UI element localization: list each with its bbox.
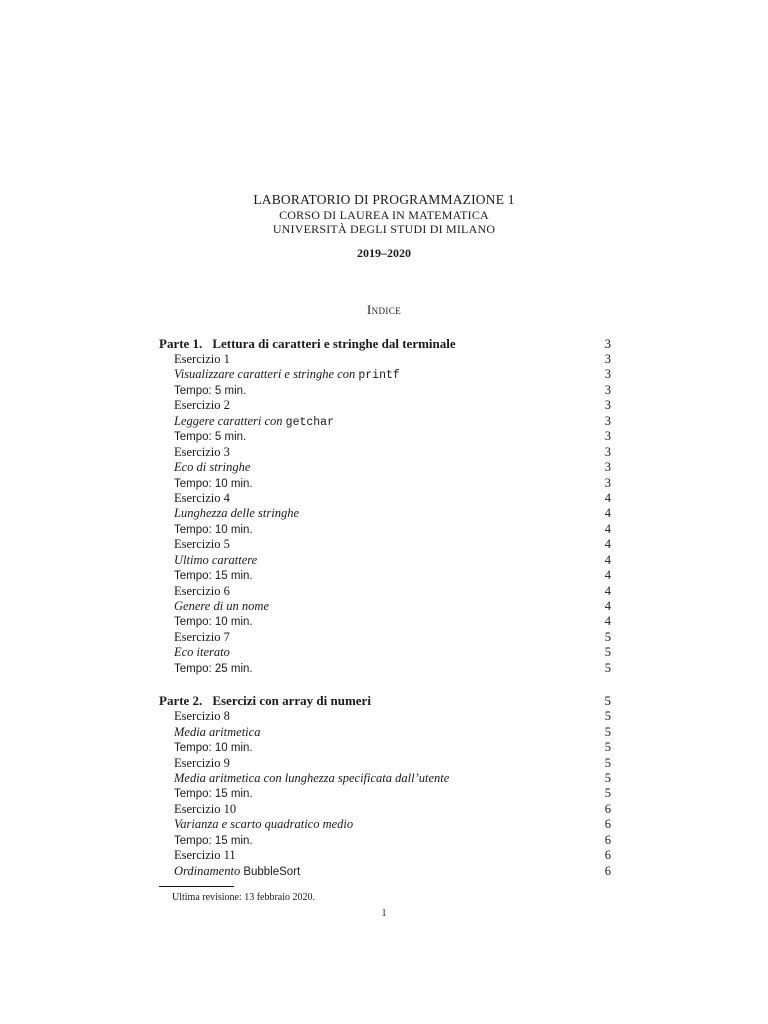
toc-exercise-entry[interactable] bbox=[159, 584, 611, 599]
toc-entry-text: Esercizio 4 bbox=[174, 490, 230, 505]
toc-entry-code: BubbleSort bbox=[243, 865, 301, 878]
toc-entry-text: Varianza e scarto quadratico medio bbox=[174, 817, 354, 832]
toc-entry-label bbox=[174, 630, 230, 645]
toc-time-entry[interactable] bbox=[159, 476, 611, 491]
toc-entry-text: Tempo: 15 min. bbox=[174, 570, 253, 583]
toc-page-number: 5 bbox=[604, 724, 611, 739]
toc-page-number: 5 bbox=[604, 755, 611, 770]
toc-entry-text: Eco di stringhe bbox=[174, 460, 251, 475]
toc-time-entry[interactable] bbox=[159, 522, 611, 537]
toc-entry-code: getchar bbox=[285, 415, 334, 429]
toc-entry-label bbox=[174, 553, 257, 568]
toc-part-number: Parte 1. bbox=[159, 336, 203, 351]
toc-exercise-title-entry[interactable] bbox=[159, 599, 611, 614]
toc-exercise-title-entry[interactable] bbox=[159, 460, 611, 475]
toc-entry-label bbox=[174, 645, 230, 660]
toc-page-number: 3 bbox=[604, 475, 611, 490]
toc-page-number: 4 bbox=[604, 583, 611, 598]
toc-exercise-title-entry[interactable] bbox=[159, 414, 611, 429]
toc-page-number: 5 bbox=[604, 709, 611, 724]
toc-exercise-title-entry[interactable] bbox=[159, 553, 611, 568]
toc-entry-label bbox=[174, 431, 246, 443]
toc-entry-code: printf bbox=[358, 369, 400, 383]
toc-entry-label bbox=[174, 445, 230, 460]
toc-entry-text: Tempo: 5 min. bbox=[174, 384, 247, 397]
toc-entry-text: Tempo: 15 min. bbox=[174, 788, 253, 801]
toc-page-number: 5 bbox=[604, 629, 611, 644]
toc-entry-label bbox=[174, 599, 269, 614]
toc-entry-text: Esercizio 6 bbox=[174, 583, 230, 598]
toc-page-number: 3 bbox=[604, 367, 611, 382]
toc-entry-text: Genere di un nome bbox=[174, 599, 269, 613]
toc-page-number: 4 bbox=[604, 599, 611, 613]
toc-entry-text: Tempo: 25 min. bbox=[174, 662, 253, 675]
toc-entry-text: Esercizio 10 bbox=[174, 801, 237, 816]
toc-page-number: 3 bbox=[604, 413, 611, 428]
toc-entry-label bbox=[174, 771, 449, 786]
toc-page-number: 3 bbox=[604, 336, 611, 351]
toc-part-title: Esercizi con array di numeri bbox=[212, 693, 371, 709]
toc-entry-label bbox=[174, 414, 334, 429]
toc-entry-text: Media aritmetica con lunghezza specificata dall’utente bbox=[174, 770, 450, 785]
toc-part-title: Lettura di caratteri e stringhe dal terminale bbox=[212, 336, 456, 351]
toc-page-number: 4 bbox=[604, 552, 611, 567]
toc-entry-label bbox=[174, 864, 300, 879]
toc-entry-label bbox=[174, 478, 253, 490]
toc-time-entry[interactable] bbox=[159, 740, 611, 755]
toc-time-entry[interactable] bbox=[159, 568, 611, 583]
toc-exercise-entry[interactable] bbox=[159, 537, 611, 552]
toc-entry-label bbox=[174, 817, 353, 832]
toc-entry-label bbox=[174, 491, 230, 506]
toc-entry-text: Esercizio 9 bbox=[174, 755, 230, 770]
toc-entry-label bbox=[174, 506, 299, 521]
toc-page-number: 3 bbox=[604, 352, 611, 366]
toc-page-number: 3 bbox=[604, 444, 611, 459]
toc-part-number: Parte 2. bbox=[159, 693, 203, 709]
toc-page-number: 5 bbox=[604, 740, 611, 755]
page-number: 1 bbox=[381, 908, 387, 919]
toc-time-entry[interactable] bbox=[159, 614, 611, 629]
toc-entry-label bbox=[174, 398, 230, 413]
toc-page-number: 3 bbox=[604, 460, 611, 475]
toc-page-number: 4 bbox=[604, 521, 611, 536]
toc-page-number: 3 bbox=[604, 429, 611, 444]
toc-page-number: 5 bbox=[604, 645, 611, 660]
toc-entry-text: Tempo: 10 min. bbox=[174, 742, 253, 755]
toc-entry-text: Leggere caratteri con bbox=[174, 413, 283, 428]
toc-entry-text: Visualizzare caratteri e stringhe con bbox=[174, 367, 356, 382]
toc-entry-label bbox=[174, 352, 230, 367]
table-of-contents bbox=[159, 336, 611, 879]
toc-time-entry[interactable] bbox=[159, 661, 611, 676]
toc-entry-text: Tempo: 15 min. bbox=[174, 834, 253, 847]
toc-page-number: 5 bbox=[604, 693, 611, 709]
toc-entry-label bbox=[174, 584, 230, 599]
toc-entry-text: Esercizio 7 bbox=[174, 629, 230, 644]
toc-page-number: 6 bbox=[604, 817, 611, 832]
toc-entry-label bbox=[174, 802, 236, 817]
toc-entry-label bbox=[174, 756, 230, 771]
academic-year: 2019–2020 bbox=[357, 246, 411, 260]
document-title: LABORATORIO DI PROGRAMMAZIONE 1 bbox=[253, 192, 515, 207]
toc-page-number: 5 bbox=[604, 660, 611, 675]
toc-entry-text: Media aritmetica bbox=[174, 724, 261, 739]
toc-page-number: 4 bbox=[604, 490, 611, 505]
university-name: UNIVERSITÀ DEGLI STUDI DI MILANO bbox=[272, 222, 496, 236]
toc-entry-label bbox=[174, 709, 230, 724]
toc-entry-label bbox=[174, 616, 253, 628]
toc-entry-label bbox=[174, 835, 253, 847]
toc-entry-label bbox=[174, 385, 246, 397]
toc-page-number: 6 bbox=[604, 832, 611, 847]
toc-time-entry[interactable] bbox=[159, 383, 611, 398]
toc-part-heading bbox=[159, 693, 371, 709]
toc-page-number: 5 bbox=[604, 770, 611, 785]
toc-entry-label bbox=[174, 788, 253, 800]
toc-exercise-title-entry[interactable] bbox=[159, 725, 611, 740]
part-spacer bbox=[159, 676, 611, 693]
toc-entry-text: Esercizio 5 bbox=[174, 537, 230, 552]
toc-part-heading bbox=[159, 336, 456, 352]
toc-part-entry[interactable] bbox=[159, 336, 611, 352]
toc-entry-label bbox=[174, 524, 253, 536]
toc-entry-label bbox=[174, 742, 253, 754]
toc-page-number: 3 bbox=[604, 382, 611, 397]
toc-entry-label bbox=[174, 848, 236, 863]
toc-exercise-title-entry[interactable] bbox=[159, 771, 611, 786]
toc-entry-text: Lunghezza delle stringhe bbox=[174, 506, 299, 521]
toc-exercise-entry[interactable] bbox=[159, 756, 611, 771]
toc-entry-text: Ordinamento bbox=[174, 863, 241, 878]
toc-page-number: 4 bbox=[604, 614, 611, 629]
toc-exercise-entry[interactable] bbox=[159, 630, 611, 645]
toc-exercise-entry[interactable] bbox=[159, 398, 611, 413]
toc-time-entry[interactable] bbox=[159, 833, 611, 848]
toc-exercise-title-entry[interactable] bbox=[159, 817, 611, 832]
toc-page-number: 4 bbox=[604, 568, 611, 583]
toc-page-number: 4 bbox=[604, 506, 611, 521]
toc-page-number: 3 bbox=[604, 398, 611, 413]
toc-part-entry[interactable] bbox=[159, 693, 611, 709]
toc-entry-text: Esercizio 3 bbox=[174, 444, 230, 459]
toc-time-entry[interactable] bbox=[159, 429, 611, 444]
toc-entry-label bbox=[174, 460, 250, 475]
toc-exercise-entry[interactable] bbox=[159, 802, 611, 817]
toc-entry-text: Esercizio 1 bbox=[174, 352, 230, 366]
toc-entry-label bbox=[174, 725, 260, 740]
document-header bbox=[0, 192, 768, 260]
toc-page-number: 4 bbox=[604, 537, 611, 552]
toc-page-number: 6 bbox=[604, 863, 611, 878]
toc-exercise-title-entry[interactable] bbox=[159, 506, 611, 521]
toc-entry-text: Ultimo carattere bbox=[174, 552, 258, 567]
toc-exercise-entry[interactable] bbox=[159, 352, 611, 367]
course-name: CORSO DI LAUREA IN MATEMATICA bbox=[279, 208, 489, 222]
toc-entry-text: Esercizio 2 bbox=[174, 398, 230, 413]
toc-heading: Indice bbox=[366, 302, 402, 317]
footnote-rule bbox=[159, 886, 234, 887]
toc-exercise-entry[interactable] bbox=[159, 445, 611, 460]
toc-entry-label bbox=[174, 367, 400, 382]
toc-entry-text: Tempo: 10 min. bbox=[174, 477, 253, 490]
toc-entry-label bbox=[174, 537, 230, 552]
toc-exercise-entry[interactable] bbox=[159, 709, 611, 724]
toc-exercise-entry[interactable] bbox=[159, 848, 611, 863]
toc-entry-label bbox=[174, 570, 253, 582]
toc-entry-text: Esercizio 11 bbox=[174, 848, 236, 863]
toc-page-number: 6 bbox=[604, 848, 611, 863]
toc-exercise-title-entry[interactable] bbox=[159, 645, 611, 660]
toc-entry-text: Tempo: 10 min. bbox=[174, 616, 253, 629]
toc-page-number: 6 bbox=[604, 801, 611, 816]
toc-entry-text: Tempo: 5 min. bbox=[174, 431, 247, 444]
toc-entry-text: Tempo: 10 min. bbox=[174, 523, 253, 536]
toc-entry-text: Esercizio 8 bbox=[174, 709, 230, 724]
toc-page-number: 5 bbox=[604, 786, 611, 801]
footnote: Ultima revisione: 13 febbraio 2020. bbox=[172, 892, 316, 903]
toc-exercise-title-entry[interactable] bbox=[159, 367, 611, 382]
toc-exercise-title-entry[interactable] bbox=[159, 864, 611, 879]
toc-exercise-entry[interactable] bbox=[159, 491, 611, 506]
toc-entry-label bbox=[174, 663, 253, 675]
toc-time-entry[interactable] bbox=[159, 786, 611, 801]
toc-entry-text: Eco iterato bbox=[174, 645, 230, 660]
